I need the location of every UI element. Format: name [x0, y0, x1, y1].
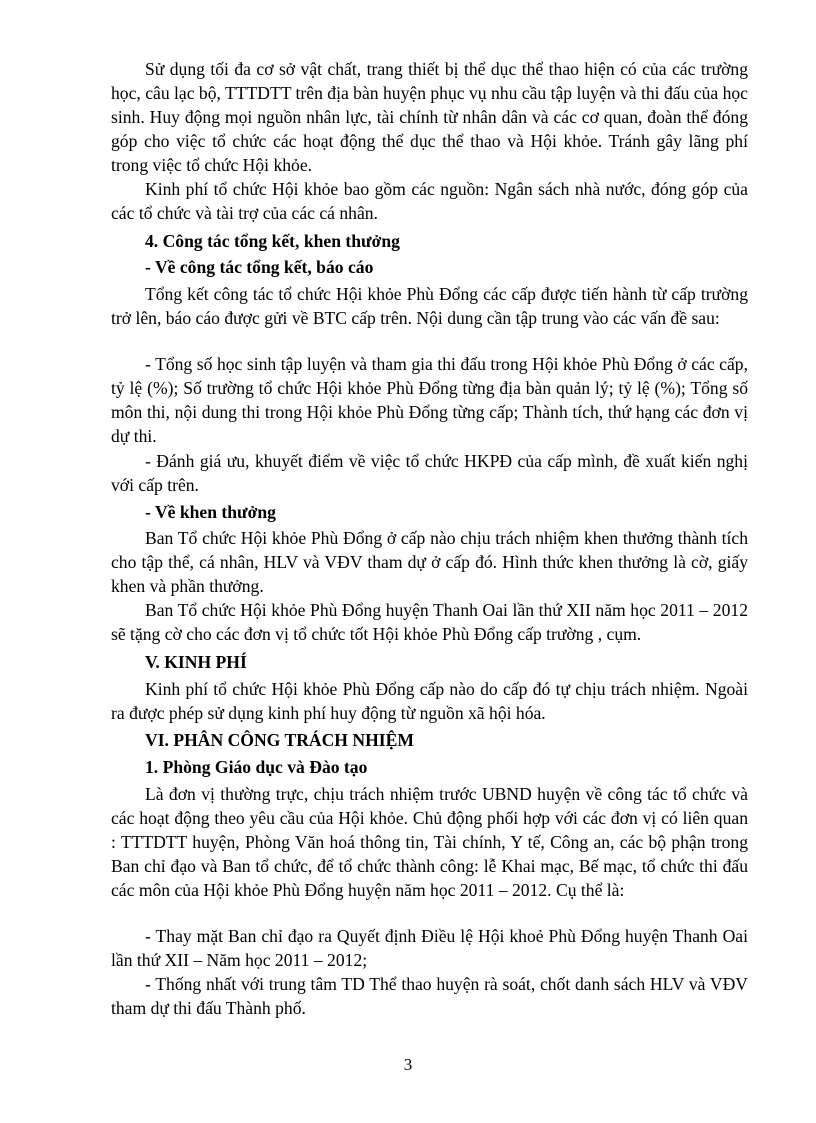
paragraph-rewards: Ban Tổ chức Hội khỏe Phù Đổng ở cấp nào chịu trách nhiệm khen thưởng thành tích cho tập thể, cá nhân, HLV và VĐV tham dự ở cấp đó. Hình thức khen thưởng là cờ, giấy khen và phần thưởng. [111, 528, 748, 596]
paragraph-flags: Ban Tổ chức Hội khỏe Phù Đổng huyện Thanh Oai lần thứ XII năm học 2011 – 2012 sẽ tặng cờ cho các đơn vị tổ chức tốt Hội khỏe Phù Đổng cấp trường , cụm. [111, 600, 748, 644]
heading-rewards: - Về khen thưởng [145, 502, 276, 522]
heading-summary-report: - Về công tác tổng kết, báo cáo [145, 257, 374, 277]
paragraph-summary-item-1: - Tổng số học sinh tập luyện và tham gia thi đấu trong Hội khỏe Phù Đổng ở các cấp, tỷ lệ (%); Số trường tổ chức Hội khỏe Phù Đổng từng địa bàn quản lý; tỷ lệ (%); Tổng số môn thi, nội dung thi trong Hội khỏe Phù Đổng từng cấp; Thành tích, thứ hạng các đơn vị dự thi. [111, 354, 748, 446]
heading-section-vi: VI. PHÂN CÔNG TRÁCH NHIỆM [145, 730, 414, 750]
paragraph-summary-item-2: - Đánh giá ưu, khuyết điểm về việc tổ chức HKPĐ của cấp mình, đề xuất kiến nghị với cấp trên. [111, 451, 748, 495]
heading-section-v: V. KINH PHÍ [145, 652, 247, 672]
heading-education-dept: 1. Phòng Giáo dục và Đào tạo [145, 757, 368, 777]
paragraph-funding-sources: Kinh phí tổ chức Hội khỏe bao gồm các nguồn: Ngân sách nhà nước, đóng góp của các tổ chức và tài trợ của các cá nhân. [111, 179, 748, 223]
paragraph-summary: Tổng kết công tác tổ chức Hội khỏe Phù Đổng các cấp được tiến hành từ cấp trường trở lên, báo cáo được gửi về BTC cấp trên. Nội dung cần tập trung vào các vấn đề sau: [111, 284, 748, 328]
paragraph-budget: Kinh phí tổ chức Hội khỏe Phù Đổng cấp nào do cấp đó tự chịu trách nhiệm. Ngoài ra được phép sử dụng kinh phí huy động từ nguồn xã hội hóa. [111, 679, 748, 723]
paragraph-task-2: - Thống nhất với trung tâm TD Thể thao huyện rà soát, chốt danh sách HLV và VĐV tham dự thi đấu Thành phố. [111, 974, 748, 1018]
paragraph-education-dept: Là đơn vị thường trực, chịu trách nhiệm trước UBND huyện về công tác tổ chức và các hoạt động theo yêu cầu của Hội khỏe. Chủ động phối hợp với các đơn vị có liên quan : TTTDTT huyện, Phòng Văn hoá thông tin, Tài chính, Y tế, Công an, các bộ phận trong Ban chỉ đạo và Ban tổ chức, để tổ chức thành công: lễ Khai mạc, Bế mạc, tổ chức thi đấu các môn của Hội khỏe Phù Đổng huyện năm học 2011 – 2012. Cụ thể là: [111, 784, 748, 900]
heading-section-4: 4. Công tác tổng kết, khen thưởng [145, 231, 400, 251]
page-number: 3 [403, 1055, 413, 1074]
paragraph-task-1: - Thay mặt Ban chỉ đạo ra Quyết định Điều lệ Hội khoẻ Phù Đổng huyện Thanh Oai lần thứ XII – Năm học 2011 – 2012; [111, 926, 748, 970]
paragraph-facilities: Sử dụng tối đa cơ sở vật chất, trang thiết bị thể dục thể thao hiện có của các trường học, câu lạc bộ, TTTDTT trên địa bàn huyện phục vụ nhu cầu tập luyện và thi đấu của học sinh. Huy động mọi nguồn nhân lực, tài chính từ nhân dân và các cơ quan, đoàn thể đóng góp cho việc tổ chức các hoạt động thể dục thể thao và Hội khỏe. Tránh gây lãng phí trong việc tổ chức Hội khỏe. [111, 59, 748, 175]
